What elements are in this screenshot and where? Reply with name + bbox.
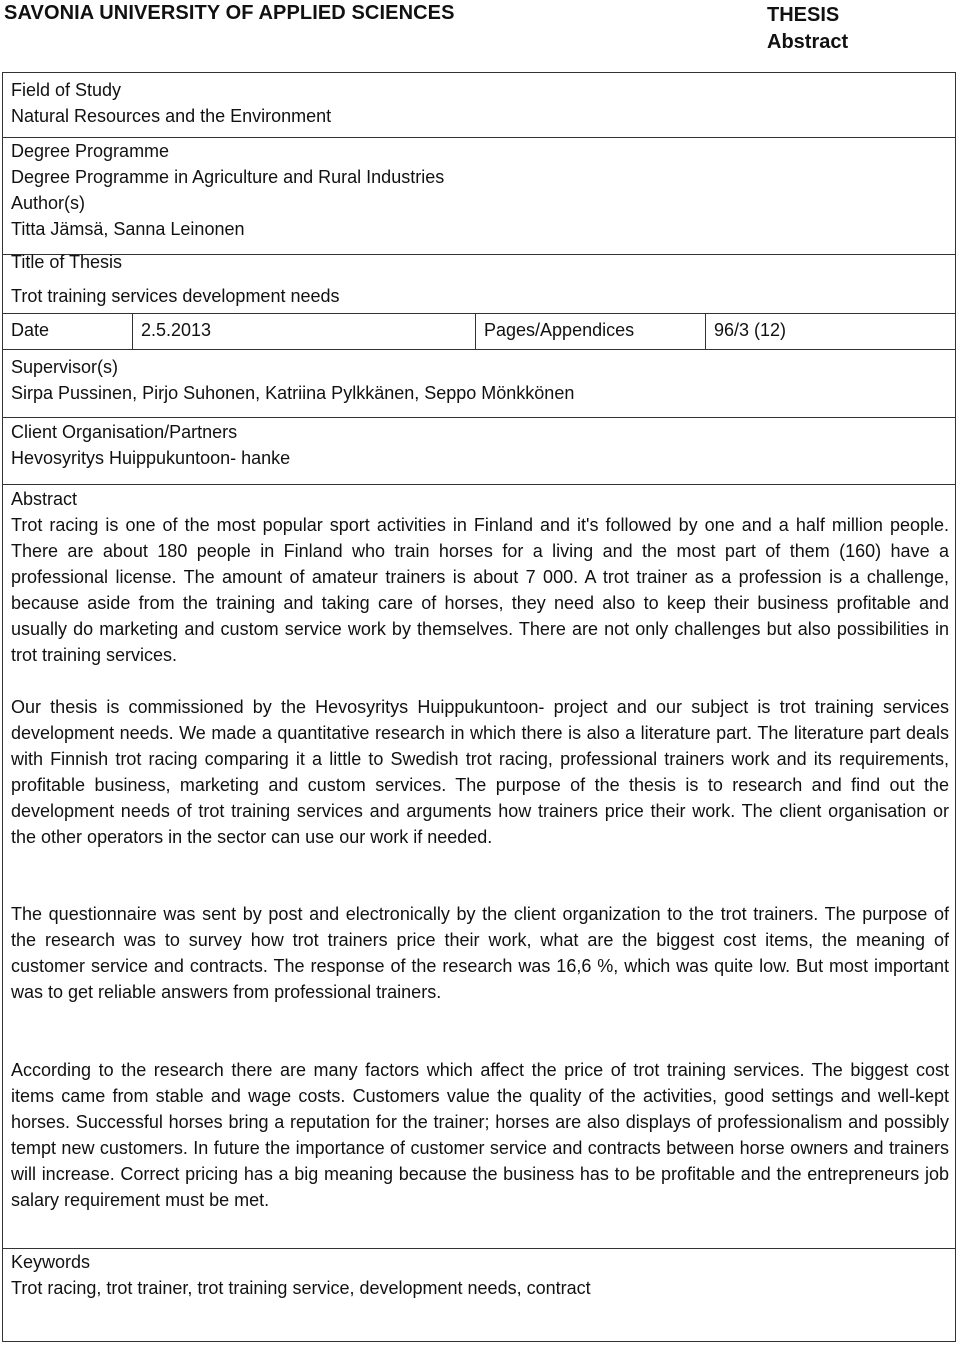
university-name: SAVONIA UNIVERSITY OF APPLIED SCIENCES	[4, 2, 455, 24]
client-row	[3, 418, 955, 485]
supervisors-value: Sirpa Pussinen, Pirjo Suhonen, Katriina Pylkkänen, Seppo Mönkkönen	[11, 383, 575, 403]
field-of-study-value: Natural Resources and the Environment	[11, 106, 332, 126]
date-label: Date	[3, 314, 133, 349]
abstract-label: Abstract	[11, 489, 78, 509]
degree-programme-label: Degree Programme	[11, 141, 170, 161]
degree-author-row	[3, 138, 955, 255]
date-pages-row	[3, 314, 955, 350]
pages-value: 96/3 (12)	[714, 320, 787, 340]
field-of-study-label: Field of Study	[11, 80, 122, 100]
document-header	[0, 0, 960, 60]
abstract-paragraph-2: Our thesis is commissioned by the Hevosyritys Huippukuntoon- project and our subject is trot training services development needs. We made a quantitative research in which there is also a literature part. The literature part deals with Finnish trot racing comparing it a little to Swedish trot racing, professional trainers work and its requirements, profitable business, marketing and custom services. The purpose of the thesis is to research and find out the development needs of trot training services and arguments how trainers price their work. The client organisation or the other operators in the sector can use our work if needed.	[11, 697, 949, 847]
title-value: Trot training services development needs	[11, 286, 340, 306]
authors-label: Author(s)	[11, 193, 86, 213]
thesis-abstract-form	[2, 72, 956, 1342]
authors-value: Titta Jämsä, Sanna Leinonen	[11, 219, 245, 239]
client-value: Hevosyritys Huippukuntoon- hanke	[11, 448, 291, 468]
degree-programme-value: Degree Programme in Agriculture and Rural Industries	[11, 167, 445, 187]
title-label: Title of Thesis	[11, 252, 123, 272]
date-value: 2.5.2013	[133, 314, 476, 349]
field-of-study-row	[3, 73, 955, 138]
client-label: Client Organisation/Partners	[11, 422, 238, 442]
keywords-row	[3, 1249, 955, 1341]
pages-label: Pages/Appendices	[476, 314, 706, 349]
keywords-label: Keywords	[11, 1252, 91, 1272]
supervisors-label: Supervisor(s)	[11, 357, 119, 377]
title-row	[3, 252, 955, 314]
abstract-paragraph-1: Trot racing is one of the most popular sport activities in Finland and it's followed by one and a half million people. There are about 180 people in Finland who train horses for a living and the most part of them (160) have a professional license. The amount of amateur trainers is about 7 000. A trot trainer as a profession is a challenge, because aside from the training and taking care of horses, they need also to keep their business profitable and usually do marketing and custom service work by themselves. There are not only challenges but also possibilities in trot training services.	[11, 515, 949, 665]
abstract-section	[3, 485, 955, 1249]
keywords-value: Trot racing, trot trainer, trot training service, development needs, contract	[11, 1278, 591, 1298]
supervisors-row	[3, 350, 955, 418]
document-type-subtitle: Abstract	[767, 31, 849, 53]
document-type-title: THESIS	[767, 4, 840, 26]
abstract-paragraph-3: The questionnaire was sent by post and electronically by the client organization to the trot trainers. The purpose of the research was to survey how trot trainers price their work, what are the biggest cost items, the meaning of customer service and contracts. The response of the research was 16,6 %, which was quite low. But most important was to get reliable answers from professional trainers.	[11, 904, 949, 1002]
abstract-paragraph-4: According to the research there are many factors which affect the price of trot training services. The biggest cost items came from stable and wage costs. Customers value the quality of the activities, good settings and well-kept horses. Successful horses bring a reputation for the trainer; horses are also displays of professionalism and possibly tempt new customers. In future the importance of customer service and contracts between horse owners and trainers will increase. Correct pricing has a big meaning because the business has to be profitable and the entrepreneurs job salary requirement must be met.	[11, 1060, 949, 1210]
document-type	[767, 2, 848, 56]
